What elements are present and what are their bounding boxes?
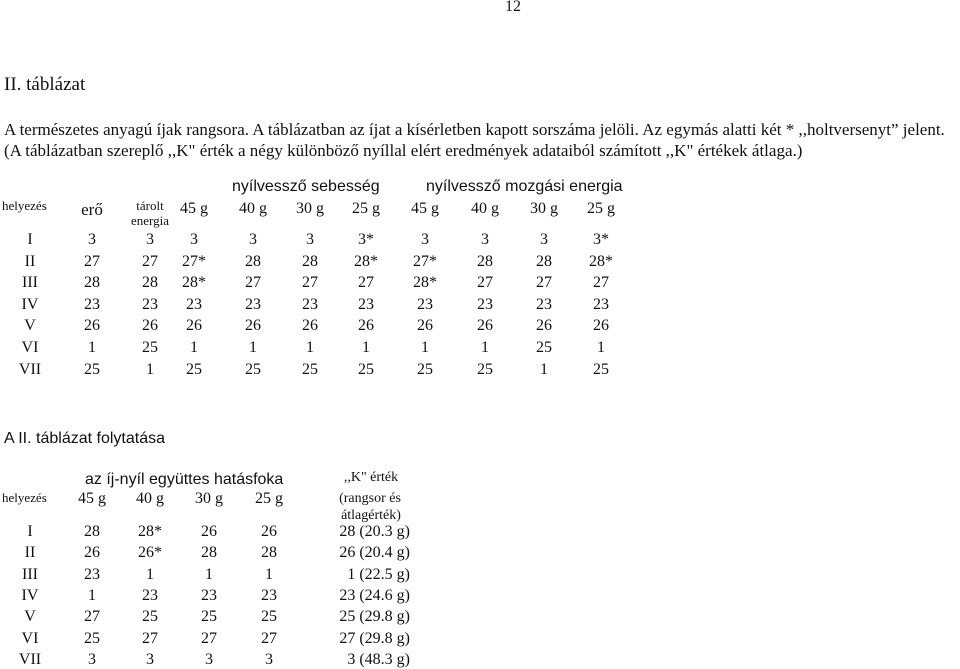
- table-cell: 28: [261, 544, 277, 561]
- header-mass-9: 30 g: [530, 200, 558, 217]
- k-value-cell: 25 (29.8 g): [339, 608, 410, 625]
- table-cell: 25: [142, 339, 158, 356]
- table-cell: 26: [536, 317, 552, 334]
- table-cell: 23: [536, 296, 552, 313]
- header-force: erő: [81, 200, 103, 219]
- group-header-energy: nyílvessző mozgási energia: [426, 178, 623, 195]
- table-cell: 28: [84, 523, 100, 540]
- table-cell: 1: [146, 361, 154, 378]
- table-cell: 3: [540, 231, 548, 248]
- row-rank-label: IV: [21, 296, 39, 313]
- table-cell: 23: [261, 587, 277, 604]
- table-cell: 28: [84, 274, 100, 291]
- header-rank-2: helyezés: [2, 490, 47, 505]
- table-cell: 3: [306, 231, 314, 248]
- table-cell: 26: [142, 317, 158, 334]
- table-cell: 25: [477, 361, 493, 378]
- header-mass-2-4: 25 g: [255, 490, 283, 507]
- row-rank-label: IV: [21, 587, 39, 604]
- table-cell: 26: [358, 317, 374, 334]
- table-cell: 28*: [354, 253, 378, 270]
- table-cell: 26: [302, 317, 318, 334]
- table-cell: 25: [201, 608, 217, 625]
- continuation-title: A II. táblázat folytatása: [4, 430, 165, 447]
- table-cell: 23: [201, 587, 217, 604]
- table-cell: 23: [417, 296, 433, 313]
- description-line-1: A természetes anyagú íjak rangsora. A táblázatban az íjat a kísérletben kapott sorszáma jelöli. Az egymás alatti két * ,,holtversenyt” jelent.: [4, 120, 945, 139]
- row-rank-label: V: [24, 317, 36, 334]
- row-rank-label: I: [27, 523, 33, 540]
- table-cell: 25: [245, 361, 261, 378]
- table-cell: 28*: [589, 253, 613, 270]
- table-cell: 3: [146, 651, 154, 668]
- table-cell: 23: [142, 587, 158, 604]
- table-cell: 28: [302, 253, 318, 270]
- table-cell: 26*: [138, 544, 162, 561]
- table-cell: 1: [249, 339, 257, 356]
- table-cell: 3: [88, 651, 96, 668]
- header-rank: helyezés: [2, 198, 47, 213]
- table-cell: 26: [84, 544, 100, 561]
- table-cell: 27: [536, 274, 552, 291]
- row-rank-label: I: [27, 231, 33, 248]
- header-mass-2-2: 40 g: [136, 490, 164, 507]
- row-rank-label: II: [24, 253, 36, 270]
- header-mass-5: 30 g: [296, 200, 324, 217]
- table-cell: 26: [201, 523, 217, 540]
- page-number: 12: [505, 0, 521, 15]
- table-cell: 1: [146, 566, 154, 583]
- table-cell: 1: [481, 339, 489, 356]
- header-mass-7: 45 g: [411, 200, 439, 217]
- row-rank-label: II: [24, 544, 36, 561]
- table-cell: 1: [362, 339, 370, 356]
- table-cell: 27: [593, 274, 609, 291]
- table-cell: 28: [201, 544, 217, 561]
- table-cell: 23: [245, 296, 261, 313]
- table-cell: 3: [265, 651, 273, 668]
- table-cell: 28*: [413, 274, 437, 291]
- table-cell: 26: [261, 523, 277, 540]
- table-cell: 23: [302, 296, 318, 313]
- table-cell: 27: [302, 274, 318, 291]
- table-cell: 23: [358, 296, 374, 313]
- table-cell: 25: [186, 361, 202, 378]
- row-rank-label: VI: [21, 630, 39, 647]
- header-mass-3: 45 g: [180, 200, 208, 217]
- table-cell: 23: [84, 566, 100, 583]
- table-cell: 1: [88, 587, 96, 604]
- table-cell: 3: [88, 231, 96, 248]
- table-cell: 26: [84, 317, 100, 334]
- table-cell: 23: [477, 296, 493, 313]
- table-cell: 28: [477, 253, 493, 270]
- row-rank-label: VI: [21, 339, 39, 356]
- header-mass-10: 25 g: [587, 200, 615, 217]
- description-line-2: (A táblázatban szereplő ,,K" érték a négy különböző nyíllal elért eredmények adataiból számított ,,K" értékek átlaga.): [4, 141, 803, 160]
- table-cell: 27: [477, 274, 493, 291]
- group-header-efficiency: az íj-nyíl együttes hatásfoka: [85, 471, 284, 488]
- table-cell: 1: [190, 339, 198, 356]
- header-mass-6: 25 g: [352, 200, 380, 217]
- table-cell: 26: [186, 317, 202, 334]
- table-cell: 1: [88, 339, 96, 356]
- header-stored-energy: tárolt energia: [130, 198, 170, 228]
- k-value-cell: 28 (20.3 g): [339, 523, 410, 540]
- table-cell: 27: [245, 274, 261, 291]
- table-cell: 25: [417, 361, 433, 378]
- table-cell: 1: [597, 339, 605, 356]
- table-cell: 25: [302, 361, 318, 378]
- table-cell: 28: [536, 253, 552, 270]
- table-cell: 3*: [358, 231, 374, 248]
- k-value-cell: 26 (20.4 g): [339, 544, 410, 561]
- table-cell: 26: [245, 317, 261, 334]
- table-cell: 3: [146, 231, 154, 248]
- table-cell: 1: [306, 339, 314, 356]
- table-cell: 27: [84, 253, 100, 270]
- table-cell: 1: [540, 361, 548, 378]
- k-value-cell: 23 (24.6 g): [339, 587, 410, 604]
- header-mass-8: 40 g: [471, 200, 499, 217]
- table-cell: 25: [536, 339, 552, 356]
- table-cell: 1: [265, 566, 273, 583]
- row-rank-label: V: [24, 608, 36, 625]
- table-cell: 28: [245, 253, 261, 270]
- k-value-cell: 3 (48.3 g): [347, 651, 410, 668]
- table-cell: 23: [142, 296, 158, 313]
- table-cell: 25: [261, 608, 277, 625]
- table-cell: 26: [477, 317, 493, 334]
- k-header-line-2: (rangsor és: [339, 491, 401, 506]
- table-cell: 3: [481, 231, 489, 248]
- table-cell: 25: [142, 608, 158, 625]
- k-header-line-1: ,,K" érték: [343, 470, 399, 485]
- header-mass-4: 40 g: [239, 200, 267, 217]
- k-value-cell: 1 (22.5 g): [347, 566, 410, 583]
- table-cell: 23: [593, 296, 609, 313]
- k-header-line-3: átlagérték): [341, 508, 401, 523]
- table-cell: 27: [142, 630, 158, 647]
- row-rank-label: III: [22, 566, 38, 583]
- table-cell: 27: [142, 253, 158, 270]
- table-cell: 27*: [413, 253, 437, 270]
- table-cell: 28*: [182, 274, 206, 291]
- table-cell: 1: [421, 339, 429, 356]
- row-rank-label: VII: [18, 651, 42, 668]
- group-header-speed: nyílvessző sebesség: [232, 178, 380, 195]
- table-cell: 26: [593, 317, 609, 334]
- table-cell: 25: [593, 361, 609, 378]
- table-cell: 3: [421, 231, 429, 248]
- table-cell: 1: [205, 566, 213, 583]
- table-cell: 25: [84, 361, 100, 378]
- table-cell: 3: [190, 231, 198, 248]
- row-rank-label: III: [22, 274, 38, 291]
- table-cell: 26: [417, 317, 433, 334]
- header-mass-2-1: 45 g: [78, 490, 106, 507]
- table-cell: 28: [142, 274, 158, 291]
- table-cell: 3: [205, 651, 213, 668]
- table-cell: 27: [358, 274, 374, 291]
- table-cell: 27: [201, 630, 217, 647]
- table-cell: 27: [261, 630, 277, 647]
- table-cell: 27: [84, 608, 100, 625]
- table-cell: 3*: [593, 231, 609, 248]
- table-cell: 23: [186, 296, 202, 313]
- table-cell: 27*: [182, 253, 206, 270]
- header-mass-2-3: 30 g: [195, 490, 223, 507]
- table-cell: 25: [358, 361, 374, 378]
- table-cell: 23: [84, 296, 100, 313]
- table-cell: 3: [249, 231, 257, 248]
- table-cell: 28*: [138, 523, 162, 540]
- table-cell: 25: [84, 630, 100, 647]
- row-rank-label: VII: [18, 361, 42, 378]
- k-value-cell: 27 (29.8 g): [339, 630, 410, 647]
- table-title: II. táblázat: [4, 74, 86, 95]
